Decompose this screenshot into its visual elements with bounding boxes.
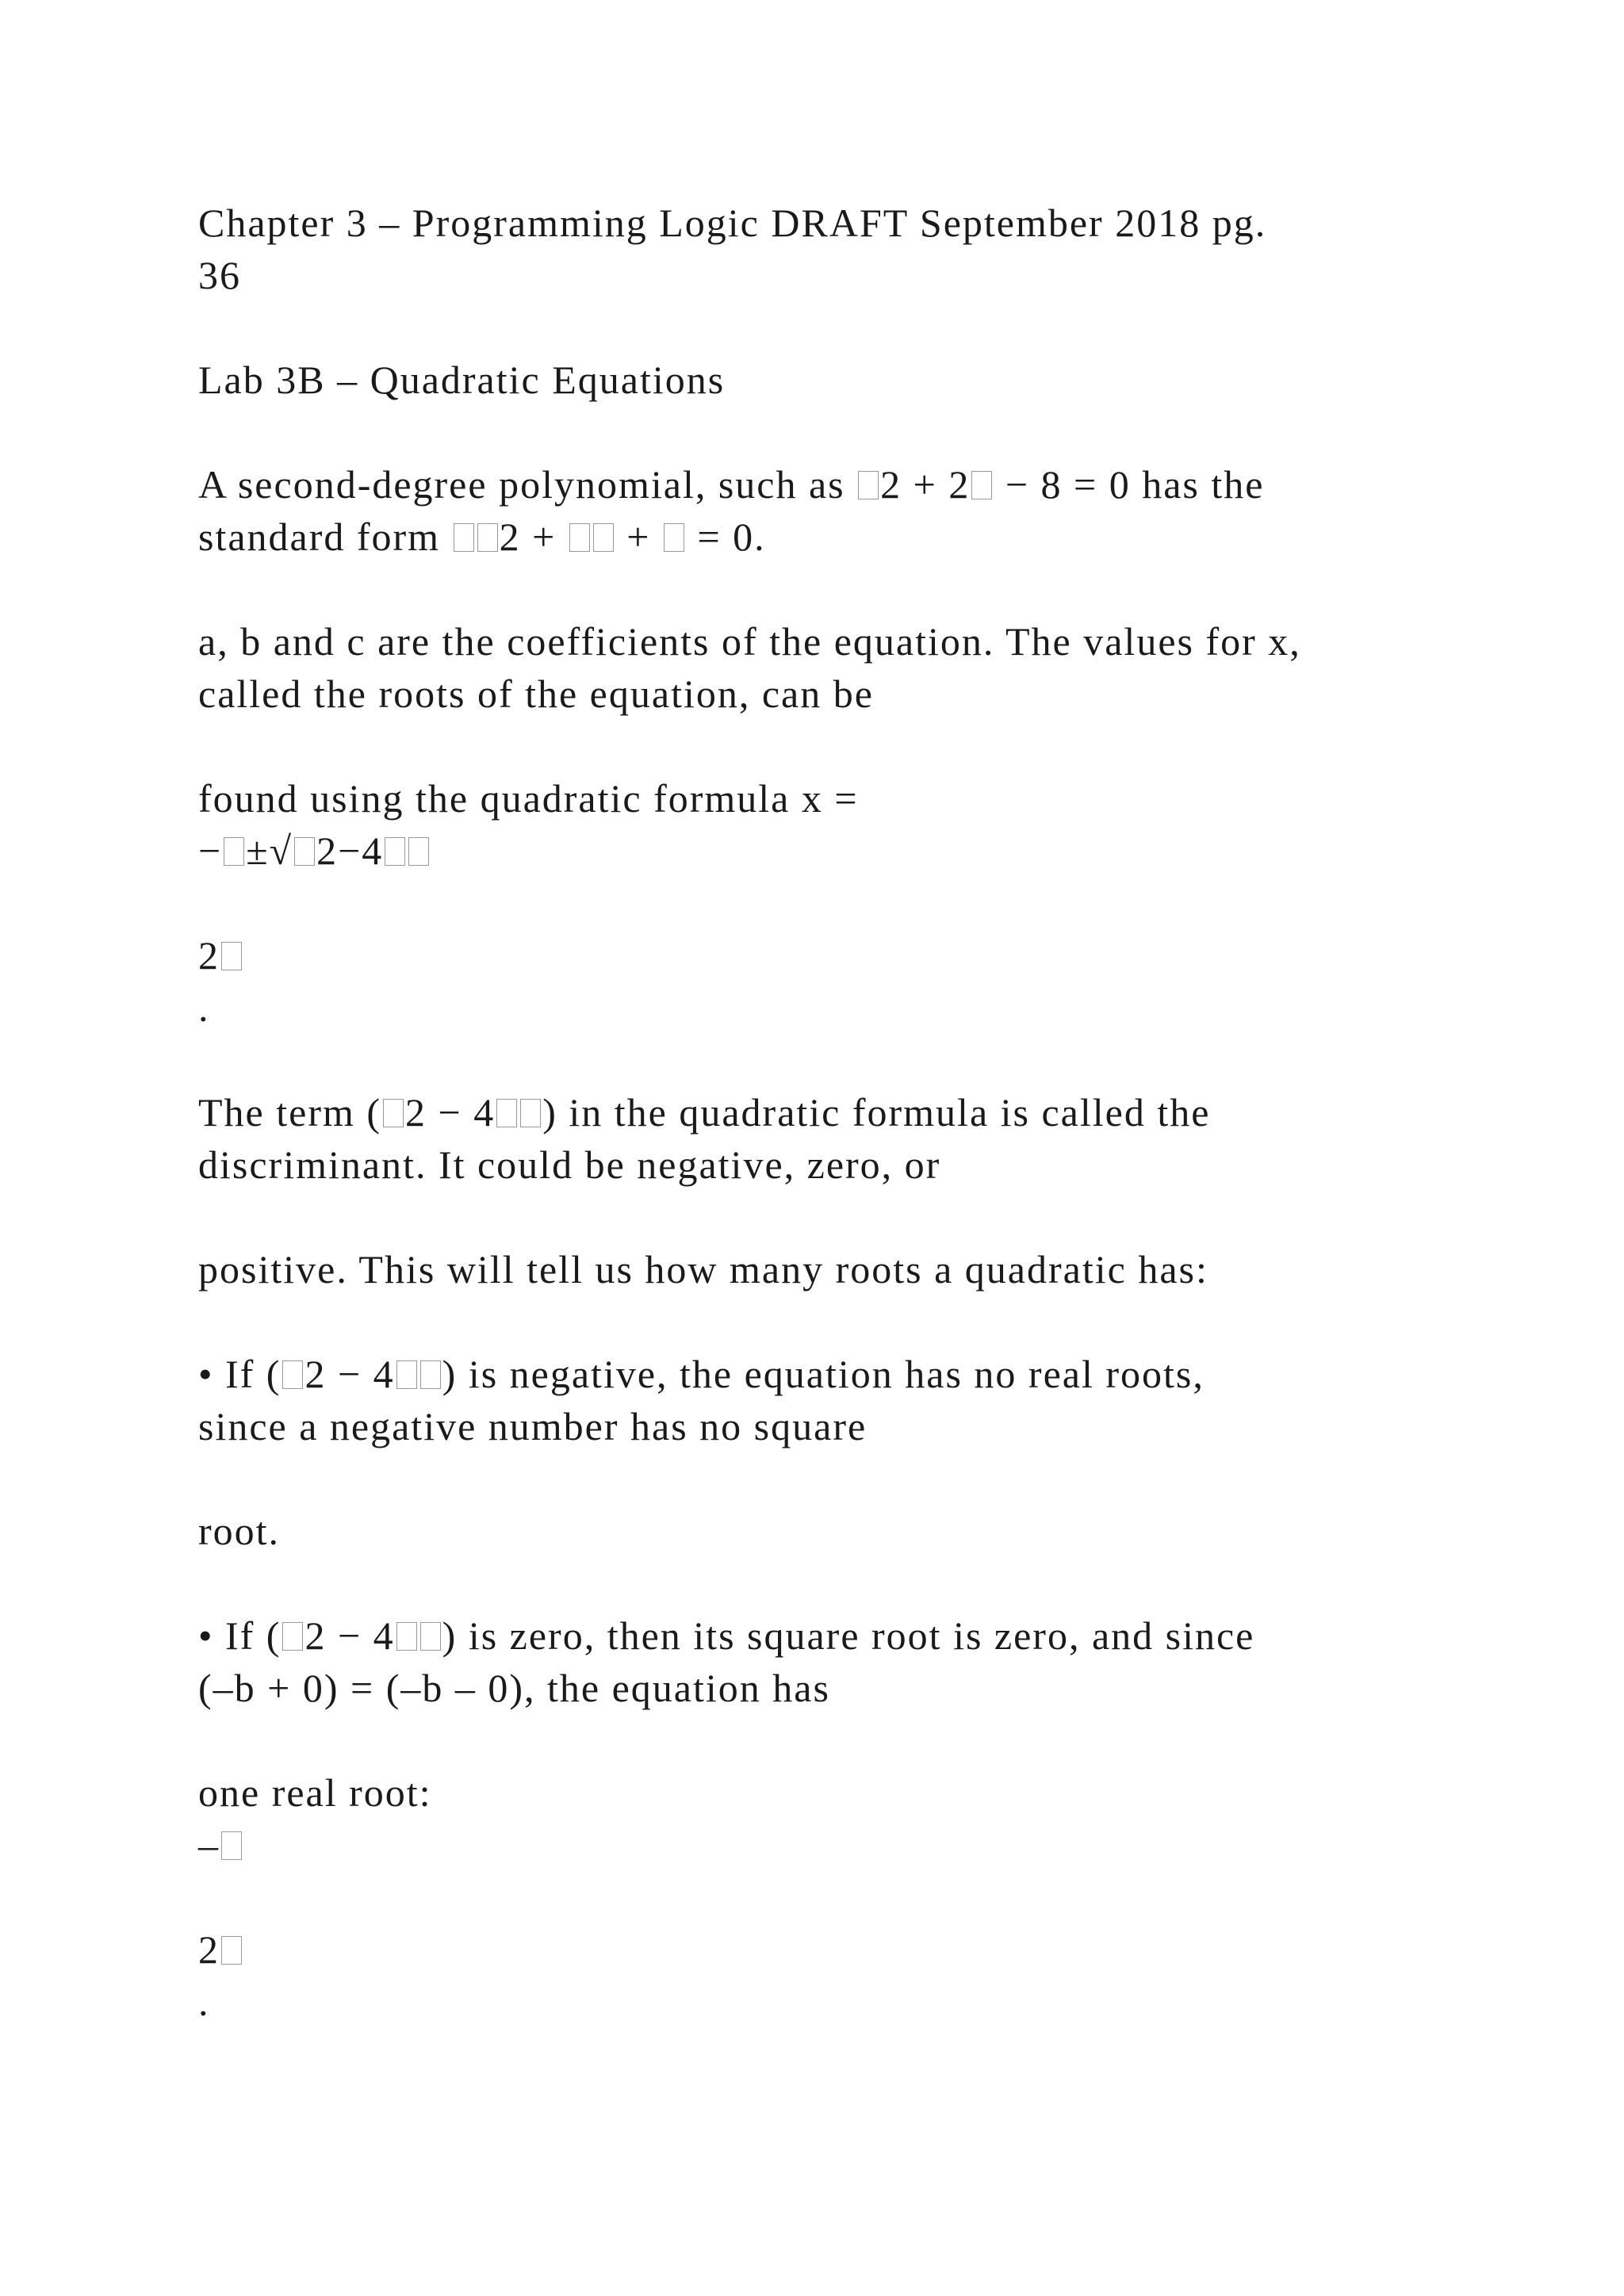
- bullet-line: • If ( 2 − 4 ) is zero, then its square root is zero, and since: [198, 1613, 1255, 1658]
- paragraph-line: The term ( 2 − 4 ) in the quadratic formula is called the: [198, 1090, 1211, 1135]
- blank-line: [198, 301, 1435, 354]
- header-line: Chapter 3 – Programming Logic DRAFT September 2018 pg.: [198, 201, 1267, 245]
- missing-glyph-box: [221, 942, 242, 970]
- blank-line: [198, 1452, 1435, 1505]
- formula-denominator: 2: [198, 929, 1435, 982]
- missing-glyph-box: [593, 523, 614, 552]
- bullet-continuation: one real root:: [198, 1770, 432, 1815]
- formula-numerator: − ±√ 2−4: [198, 825, 1435, 877]
- paragraph-line: standard form 2 + + = 0.: [198, 515, 766, 559]
- missing-glyph-box: [454, 523, 474, 552]
- paragraph-line: positive. This will tell us how many roots a quadratic has:: [198, 1247, 1208, 1292]
- missing-glyph-box: [420, 1360, 441, 1389]
- missing-glyph-box: [396, 1360, 417, 1389]
- paragraph-line: A second-degree polynomial, such as 2 + 2 − 8 = 0 has the: [198, 462, 1265, 507]
- blank-line: [198, 720, 1435, 772]
- formula-period: .: [198, 985, 210, 1030]
- header-page-number: 36: [198, 253, 241, 297]
- paragraph-line: a, b and c are the coefficients of the equation. The values for x,: [198, 619, 1301, 664]
- missing-glyph-box: [396, 1622, 417, 1651]
- blank-line: [198, 1871, 1435, 1923]
- paragraph-line: called the roots of the equation, can be: [198, 672, 874, 716]
- paragraph-line: found using the quadratic formula x =: [198, 776, 859, 821]
- missing-glyph-box: [221, 1936, 242, 1965]
- lab-title: Lab 3B – Quadratic Equations: [198, 358, 726, 402]
- missing-glyph-box: [971, 471, 992, 499]
- missing-glyph-box: [858, 471, 879, 499]
- bullet-continuation: root.: [198, 1509, 281, 1553]
- missing-glyph-box: [282, 1622, 303, 1651]
- missing-glyph-box: [496, 1099, 517, 1127]
- missing-glyph-box: [221, 1831, 242, 1860]
- formula-period: .: [198, 1980, 210, 2024]
- formula-denominator: 2: [198, 1923, 1435, 1976]
- blank-line: [198, 1295, 1435, 1348]
- document-body: [198, 197, 1435, 2028]
- missing-glyph-box: [520, 1099, 541, 1127]
- blank-line: [198, 1034, 1435, 1086]
- blank-line: [198, 1714, 1435, 1766]
- paragraph-line: discriminant. It could be negative, zero, or: [198, 1142, 941, 1187]
- missing-glyph-box: [385, 837, 405, 866]
- blank-line: [198, 1191, 1435, 1243]
- missing-glyph-box: [282, 1360, 303, 1389]
- missing-glyph-box: [569, 523, 590, 552]
- missing-glyph-box: [294, 837, 315, 866]
- formula-numerator: –: [198, 1819, 1435, 1871]
- bullet-continuation: (–b + 0) = (–b – 0), the equation has: [198, 1666, 830, 1710]
- blank-line: [198, 1557, 1435, 1609]
- blank-line: [198, 406, 1435, 458]
- bullet-continuation: since a negative number has no square: [198, 1404, 868, 1448]
- missing-glyph-box: [408, 837, 429, 866]
- blank-line: [198, 563, 1435, 615]
- blank-line: [198, 877, 1435, 929]
- missing-glyph-box: [224, 837, 244, 866]
- missing-glyph-box: [477, 523, 498, 552]
- missing-glyph-box: [383, 1099, 404, 1127]
- missing-glyph-box: [664, 523, 684, 552]
- missing-glyph-box: [420, 1622, 441, 1651]
- bullet-line: • If ( 2 − 4 ) is negative, the equation has no real roots,: [198, 1352, 1205, 1396]
